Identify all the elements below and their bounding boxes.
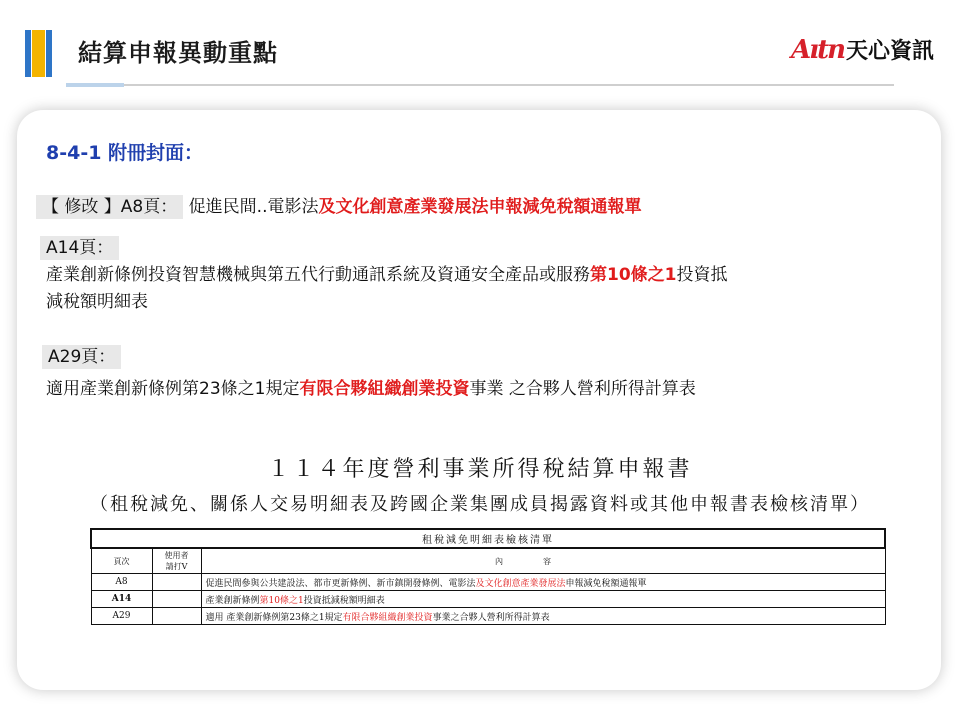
item-a14-text-after: 投資抵 bbox=[676, 265, 728, 285]
accent-bar-yellow bbox=[32, 30, 45, 77]
item-a14-label: A14頁： bbox=[40, 236, 119, 260]
row-page: A29 bbox=[91, 608, 152, 625]
checklist-header-row bbox=[91, 548, 885, 574]
item-a8-text: 促進民間..電影法 bbox=[183, 197, 319, 217]
item-a29-highlight: 有限合夥組織創業投資 bbox=[299, 379, 470, 399]
section-title: 8-4-1 附冊封面： bbox=[46, 142, 204, 164]
row-page: A8 bbox=[91, 574, 152, 591]
item-a14-line2: 減稅額明細表 bbox=[46, 292, 148, 312]
row-content bbox=[201, 591, 885, 608]
row-check-cell bbox=[152, 608, 201, 625]
header-divider-accent bbox=[66, 83, 124, 87]
row-check-cell bbox=[152, 574, 201, 591]
form-title: １１４年度營利事業所得稅結算申報書 bbox=[267, 457, 693, 482]
header-check-line2: 請打V bbox=[165, 562, 188, 571]
row-check-cell bbox=[152, 591, 201, 608]
item-a29-text-after: 事業 之合夥人營利所得計算表 bbox=[469, 379, 696, 399]
company-logo bbox=[791, 34, 934, 65]
row-content bbox=[201, 608, 885, 625]
item-a8-highlight: 及文化創意產業發展法申報減免稅額通報單 bbox=[318, 197, 642, 217]
row-content-text: 產業創新條例 bbox=[205, 595, 260, 606]
checklist-caption-row bbox=[91, 529, 885, 548]
accent-bar-blue bbox=[25, 30, 31, 77]
header-check bbox=[152, 548, 201, 574]
item-a14-label-row bbox=[40, 233, 119, 258]
accent-bar-blue-right bbox=[46, 30, 52, 77]
checklist-table bbox=[90, 528, 886, 625]
row-content bbox=[201, 574, 885, 591]
row-content-text-after: 投資抵減稅額明細表 bbox=[303, 595, 385, 606]
header-divider bbox=[66, 84, 894, 86]
item-a14-text: 產業創新條例投資智慧機械與第五代行動通訊系統及資通安全產品或服務 bbox=[46, 265, 590, 285]
row-content-highlight: 有限合夥組織創業投資 bbox=[342, 612, 433, 623]
item-a29-text: 適用產業創新條例第23條之1規定 bbox=[46, 379, 300, 399]
item-a14-highlight: 第10條之1 bbox=[590, 265, 677, 285]
item-a8 bbox=[36, 192, 641, 217]
table-row bbox=[91, 591, 885, 608]
checklist-caption: 租稅減免明細表檢核清單 bbox=[91, 529, 885, 548]
row-content-text: 促進民間參與公共建設法、都市更新條例、新市鎮開發條例、電影法 bbox=[205, 578, 476, 589]
header-page: 頁次 bbox=[91, 548, 152, 574]
row-content-text: 適用 產業創新條例第23條之1規定 bbox=[205, 612, 343, 623]
row-content-text-after: 申報減免稅額通報單 bbox=[565, 578, 647, 589]
item-a14-line1 bbox=[46, 260, 728, 285]
page-title: 結算申報異動重點 bbox=[78, 39, 278, 67]
item-a29-label-row bbox=[42, 342, 121, 367]
item-a29-text-row bbox=[46, 374, 696, 399]
table-row bbox=[91, 574, 885, 591]
logo-name: 天心資訊 bbox=[845, 39, 934, 64]
item-a8-label: 【 修改 】A8頁： bbox=[36, 195, 183, 219]
row-content-text-after: 事業之合夥人營利所得計算表 bbox=[432, 612, 550, 623]
form-subtitle: （租稅減免、關係人交易明細表及跨國企業集團成員揭露資料或其他申報書表檢核清單） bbox=[90, 494, 870, 515]
item-a29-label: A29頁： bbox=[42, 345, 121, 369]
table-row bbox=[91, 608, 885, 625]
row-content-highlight: 第10條之1 bbox=[259, 595, 304, 606]
header-content: 內容 bbox=[201, 548, 885, 574]
header-check-line1: 使用者 bbox=[164, 551, 189, 560]
logo-mark: Aıtn bbox=[791, 35, 844, 65]
row-content-highlight: 及文化創意產業發展法 bbox=[475, 578, 566, 589]
row-page: A14 bbox=[91, 591, 152, 608]
accent-bar bbox=[25, 30, 51, 77]
